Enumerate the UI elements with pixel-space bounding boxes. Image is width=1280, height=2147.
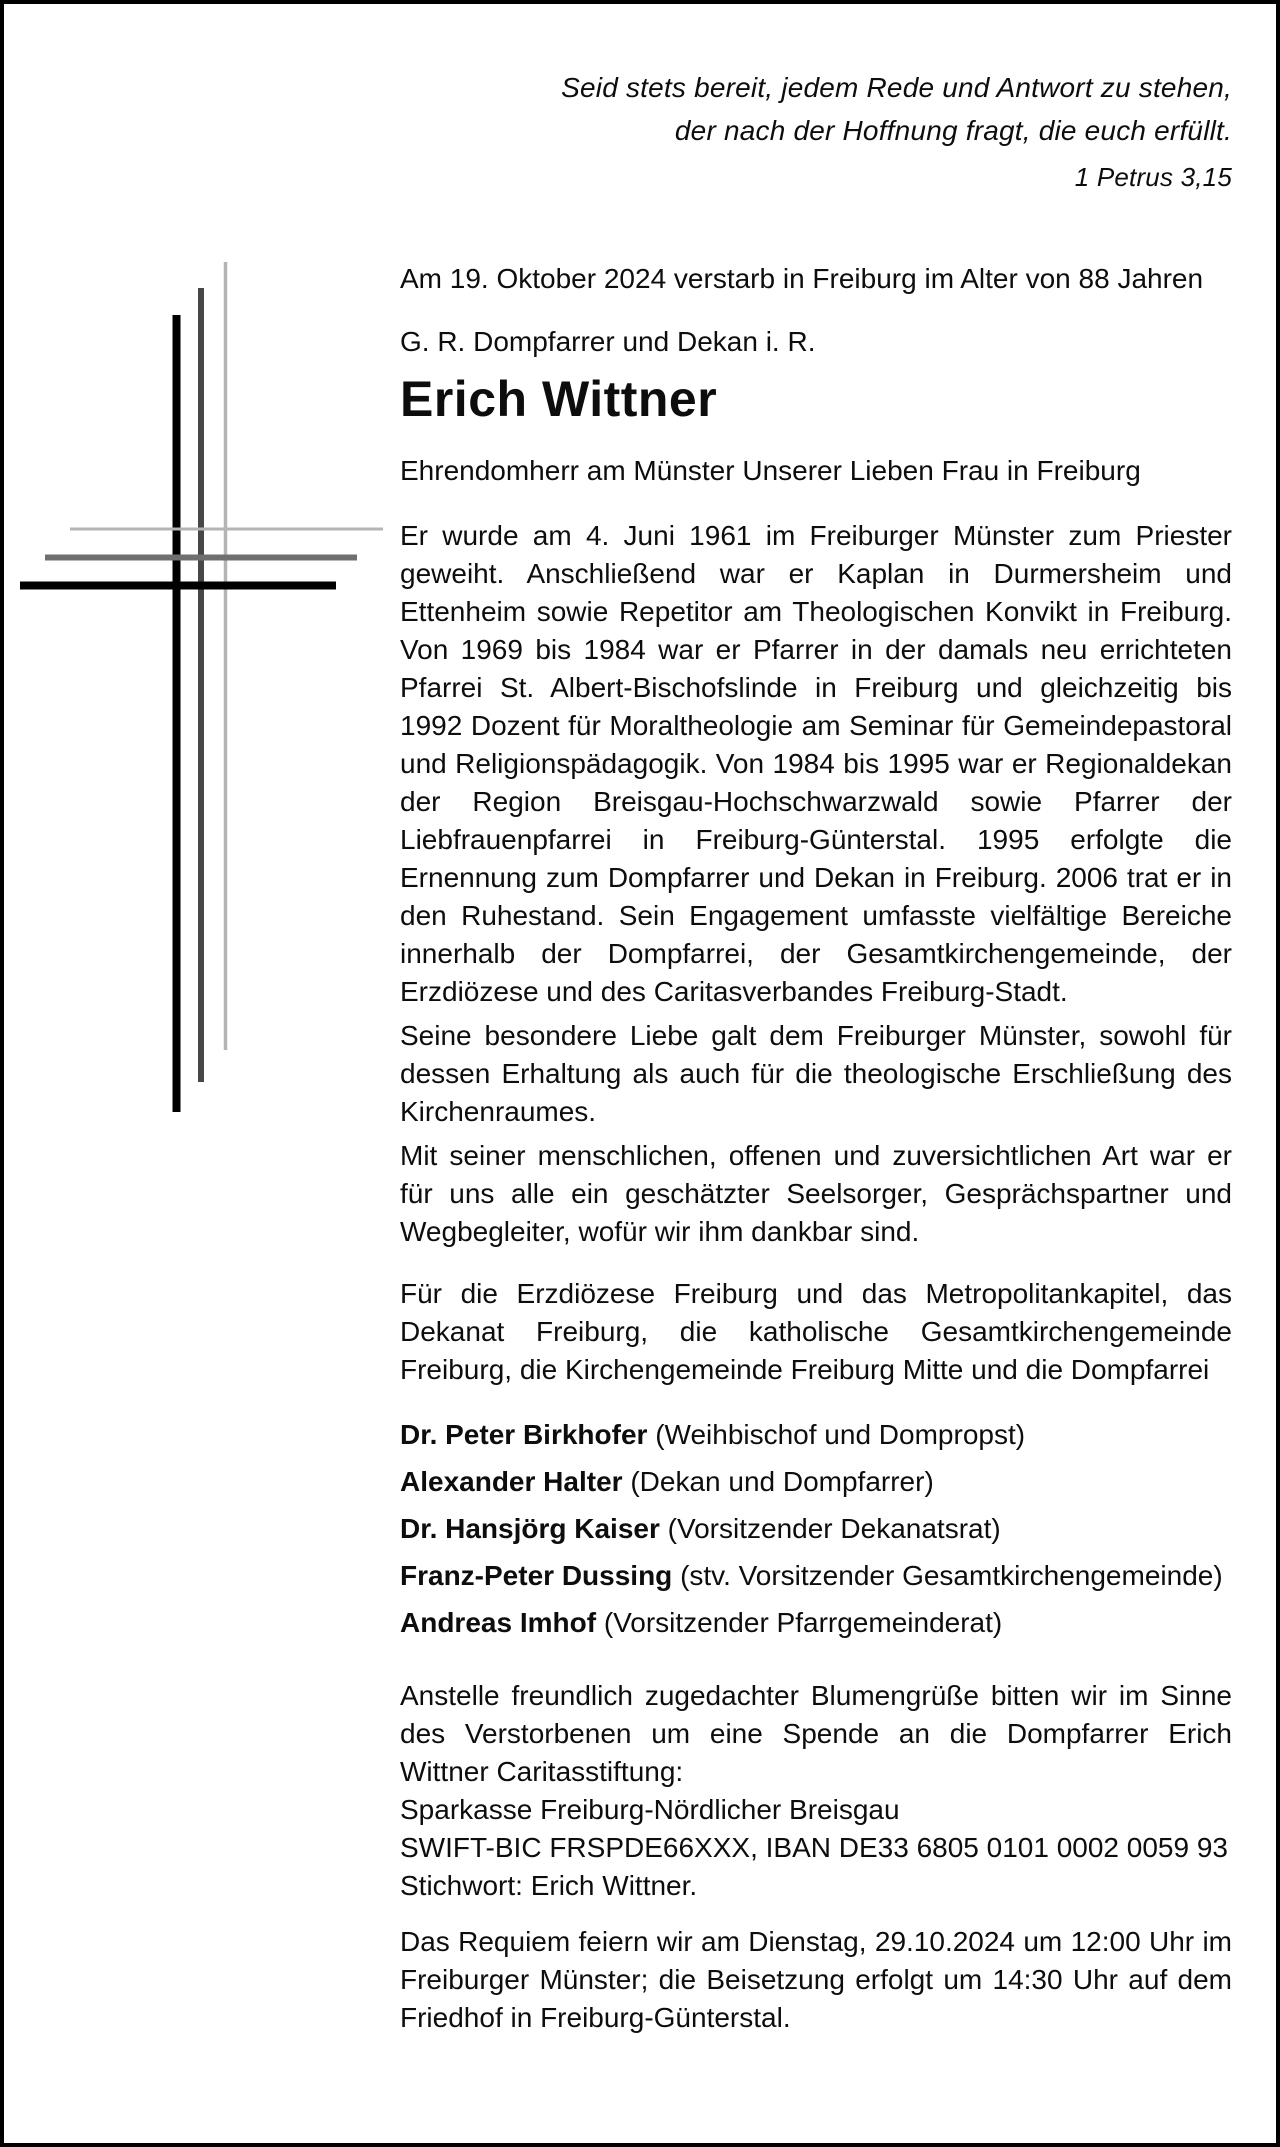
honorary-title-line: Ehrendomherr am Münster Unserer Lieben Frau in Freiburg — [400, 455, 1141, 486]
biography-paragraph-2: Seine besondere Liebe galt dem Freiburger Münster, sowohl für dessen Erhaltung als auch für die theologische Erschließung des Kirchenraumes. — [400, 1020, 1232, 1127]
funeral-info: Das Requiem feiern wir am Dienstag, 29.10.2024 um 12:00 Uhr im Freiburger Münster; die Beisetzung erfolgt um 14:30 Uhr auf dem Friedhof in Freiburg-Günterstal. — [400, 1926, 1232, 2033]
signatory-role: (Weihbischof und Dompropst) — [655, 1419, 1026, 1450]
bank-account-line: SWIFT-BIC FRSPDE66XXX, IBAN DE33 6805 0101 0002 0059 93 — [400, 1832, 1228, 1863]
mourners-intro: Für die Erzdiözese Freiburg und das Metropolitankapitel, das Dekanat Freiburg, die katholische Gesamtkirchengemeinde Freiburg, die Kirchengemeinde Freiburg Mitte und die Dompfarrei — [400, 1278, 1232, 1385]
cross-icon — [0, 0, 400, 1130]
clergy-title-line: G. R. Dompfarrer und Dekan i. R. — [400, 326, 816, 357]
signatory-role: (Vorsitzender Pfarrgemeinderat) — [603, 1607, 1003, 1638]
quote-line-2: der nach der Hoffnung fragt, die euch erfüllt. — [674, 115, 1232, 146]
signatory — [400, 1463, 1232, 1501]
announcement-content — [400, 0, 1232, 2037]
signatory-role: (Vorsitzender Dekanatsrat) — [667, 1513, 1001, 1544]
signatory-name: Andreas Imhof — [400, 1607, 597, 1638]
signatory — [400, 1510, 1232, 1548]
signatory-role: (Dekan und Dompfarrer) — [630, 1466, 934, 1497]
signatory — [400, 1416, 1232, 1454]
quote-line-1: Seid stets bereit, jedem Rede und Antwort zu stehen, — [561, 72, 1232, 103]
signatory-name: Alexander Halter — [400, 1466, 623, 1497]
signatory-name: Dr. Peter Birkhofer — [400, 1419, 648, 1450]
bank-name-line: Sparkasse Freiburg-Nördlicher Breisgau — [400, 1794, 900, 1825]
signatories-list — [400, 1416, 1232, 1642]
donation-keyword-line: Stichwort: Erich Wittner. — [400, 1870, 698, 1901]
signatory — [400, 1557, 1232, 1595]
biography-paragraph-1: Er wurde am 4. Juni 1961 im Freiburger Münster zum Priester geweiht. Anschließend war er Kaplan in Durmersheim und Ettenheim sowie Repetitor am Theologischen Konvikt in Freiburg. Von 1969 bis 1984 war er Pfarrer in der damals neu errichteten Pfarrei St. Albert-Bischofslinde in Freiburg und gleichzeitig bis 1992 Dozent für Moraltheologie am Seminar für Gemeindepastoral und Religionspädagogik. Von 1984 bis 1995 war er Regionaldekan der Region Breisgau-Hochschwarzwald sowie Pfarrer der Liebfrauenpfarrei in Freiburg-Günterstal. 1995 erfolgte die Ernennung zum Dompfarrer und Dekan in Freiburg. 2006 trat er in den Ruhestand. Sein Engagement umfasste vielfältige Bereiche innerhalb der Dompfarrei, der Gesamtkirchengemeinde, der Erzdiözese und des Caritasverbandes Freiburg-Stadt. — [400, 520, 1232, 1007]
signatory — [400, 1604, 1232, 1642]
quote-source: 1 Petrus 3,15 — [1074, 162, 1232, 192]
scripture-quote — [400, 66, 1232, 196]
signatory-name: Dr. Hansjörg Kaiser — [400, 1513, 660, 1544]
signatory-name: Franz-Peter Dussing — [400, 1560, 673, 1591]
death-date-line: Am 19. Oktober 2024 verstarb in Freiburg im Alter von 88 Jahren — [400, 263, 1204, 294]
donation-intro: Anstelle freundlich zugedachter Blumengrüße bitten wir im Sinne des Verstorbenen um eine Spende an die Dompfarrer Erich Wittner Caritasstiftung: — [400, 1680, 1232, 1787]
signatory-role: (stv. Vorsitzender Gesamtkirchengemeinde) — [680, 1560, 1223, 1591]
biography-paragraph-3: Mit seiner menschlichen, offenen und zuversichtlichen Art war er für uns alle ein geschätzter Seelsorger, Gesprächspartner und Wegbegleiter, wofür wir ihm dankbar sind. — [400, 1140, 1232, 1247]
deceased-name: Erich Wittner — [400, 371, 718, 427]
